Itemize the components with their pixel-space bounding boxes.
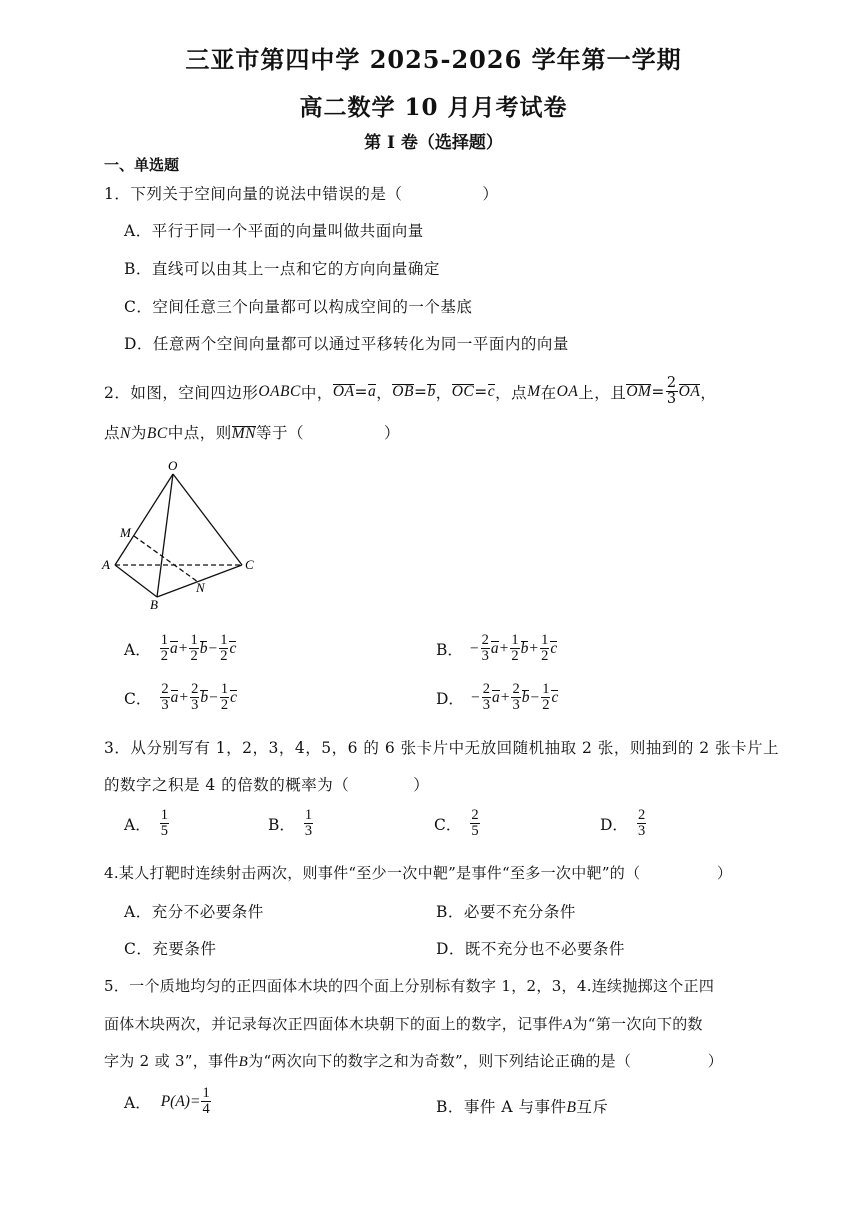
question-5-option-a: A． P (A)= $\frac{1}{4}$	[124, 1085, 210, 1118]
event-a: A	[563, 1017, 573, 1033]
question-5-stem-line1: 5．一个质地均匀的正四面体木块的四个面上分别标有数字 1，2，3，4.连续抛掷这个正四	[104, 977, 715, 995]
tetrahedron-figure	[98, 452, 268, 612]
vector-om: OM	[626, 382, 652, 400]
point-m: M	[527, 382, 541, 400]
question-4-option-b: B．必要不充分条件	[436, 903, 576, 921]
question-5-option-b: B．事件 A 与事件B互斥	[436, 1098, 609, 1116]
q2-text-8: 中点，则	[167, 424, 232, 442]
question-3-option-d: D． $\frac{2}{3}$	[600, 807, 646, 840]
question-3-stem-line2: 的数字之积是 4 的倍数的概率为（ ）	[104, 776, 430, 794]
question-1-option-d: D．任意两个空间向量都可以通过平移转化为同一平面内的向量	[124, 335, 569, 353]
vector-a: a	[368, 382, 377, 400]
q2-text-2: 中，	[300, 383, 333, 402]
q2-text-3: ，点	[495, 383, 528, 402]
segment-oa: OA	[556, 382, 579, 400]
label-m: M	[120, 525, 131, 540]
question-1-option-a: A．平行于同一个平面的向量叫做共面向量	[124, 222, 424, 240]
question-2-option-c: C． $\frac{2}{3}$ a + $\frac{2}{3}$ b − $\frac{1}{2}$ c	[124, 681, 238, 714]
label-c: C	[245, 557, 254, 572]
label-b: B	[150, 597, 158, 612]
vector-mn: MN	[231, 425, 256, 442]
question-4-option-a: A．充分不必要条件	[124, 903, 264, 921]
question-3-stem-line1: 3．从分别写有 1，2，3，4，5，6 的 6 张卡片中无放回随机抽取 2 张，则抽到的 2 张卡片上	[104, 739, 780, 757]
q2-text-4: 在	[540, 383, 557, 402]
question-2-stem-line1: 2．如图，空间四边形 OABC 中， OA = a ， OB = b ， OC = c ，点 M 在 OA 上，且 OM = $\frac{2}{3}$ OA ，	[104, 375, 717, 408]
q2-quad: OABC	[258, 382, 301, 400]
q2-text-7: 为	[130, 424, 147, 442]
question-4-stem: 4.某人打靶时连续射击两次，则事件“至少一次中靶”是事件“至多一次中靶”的（ ）	[104, 864, 733, 882]
question-3-option-a: A． $\frac{1}{5}$	[124, 807, 168, 840]
edge-ab	[115, 565, 157, 597]
label-o: O	[168, 458, 178, 473]
question-2-option-d: D． − $\frac{2}{3}$ a + $\frac{2}{3}$ b − $\frac{1}{2}$ c	[436, 681, 559, 714]
edge-oc	[173, 474, 242, 565]
segment-mn-dashed	[134, 536, 198, 582]
edge-ob	[157, 474, 173, 597]
question-2-stem-line2	[104, 421, 400, 443]
question-2-option-b: B． − $\frac{2}{3}$ a + $\frac{1}{2}$ b + $\frac{1}{2}$ c	[436, 632, 558, 665]
label-a: A	[102, 557, 110, 572]
q2-text-6: 点	[104, 424, 121, 442]
question-3-option-b: B． $\frac{1}{3}$	[268, 807, 313, 840]
question-5-stem-line3: 字为 2 或 3”，事件B为“两次向下的数字之和为奇数”，则下列结论正确的是（ ）	[104, 1052, 724, 1070]
vector-oa: OA	[332, 382, 355, 400]
vector-ob: OB	[392, 382, 414, 400]
exam-subtitle: 高二数学 10 月月考试卷	[299, 94, 568, 121]
question-3-option-c: C． $\frac{2}{5}$	[434, 807, 479, 840]
point-n: N	[120, 425, 131, 442]
question-1-stem: 1．下列关于空间向量的说法中错误的是（ ）	[104, 185, 499, 203]
question-4-option-d: D．既不充分也不必要条件	[436, 940, 625, 958]
question-5-stem-line2: 面体木块两次，并记录每次正四面体木块朝下的面上的数字，记事件A为“第一次向下的数	[104, 1015, 703, 1033]
question-4-option-c: C．充要条件	[124, 940, 217, 958]
exam-title: 三亚市第四中学 2025-2026 学年第一学期	[185, 45, 682, 74]
fraction-two-thirds: $\frac{2}{3}$	[666, 375, 677, 408]
question-2-option-a: A． $\frac{1}{2}$ a + $\frac{1}{2}$ b − $\frac{1}{2}$ c	[124, 632, 237, 665]
q2-text-9: 等于（ ）	[255, 424, 400, 442]
q2-text-5: 上，且	[578, 383, 627, 402]
edge-oa	[115, 474, 173, 565]
segment-bc: BC	[146, 425, 168, 442]
event-b: B	[238, 1054, 249, 1070]
vector-oa-2: OA	[678, 382, 701, 400]
section-heading: 一、单选题	[104, 156, 180, 174]
q2-text-1: 2．如图，空间四边形	[104, 383, 259, 402]
part-heading: 第 I 卷（选择题）	[364, 133, 503, 153]
vector-c: c	[487, 382, 496, 400]
label-n: N	[196, 580, 205, 595]
question-1-option-c: C．空间任意三个向量都可以构成空间的一个基底	[124, 298, 473, 316]
vector-oc: OC	[451, 382, 475, 400]
question-1-option-b: B．直线可以由其上一点和它的方向向量确定	[124, 260, 440, 278]
vector-b: b	[427, 382, 436, 400]
